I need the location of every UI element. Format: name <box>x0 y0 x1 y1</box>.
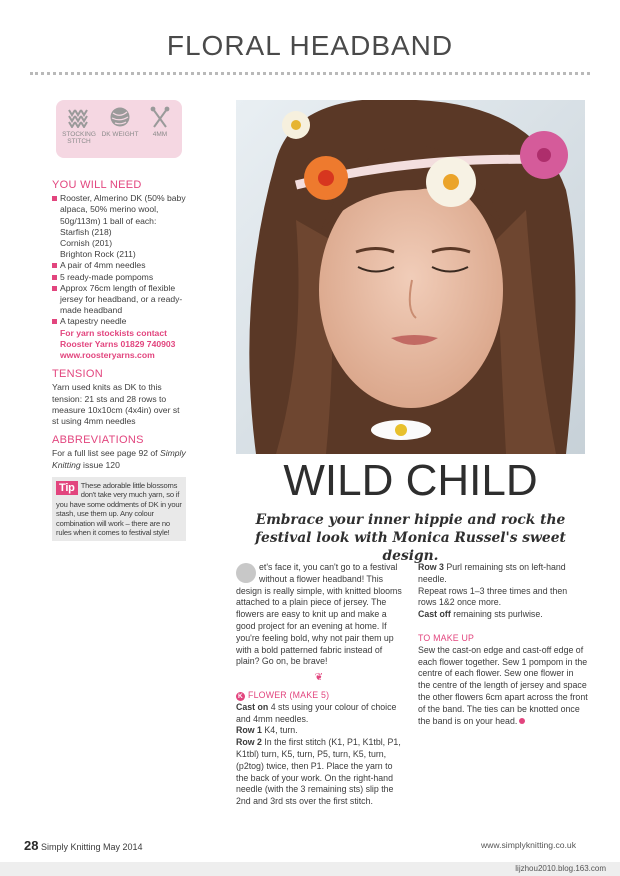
yarn-ball-icon <box>109 106 131 128</box>
abbrev-text: For a full list see page 92 of <box>52 448 160 459</box>
designer-name: Monica Russel's <box>392 530 518 546</box>
intro-paragraph <box>236 562 402 668</box>
footer-website: www.simplyknitting.co.uk <box>480 840 576 850</box>
instruction-text: remaining sts purlwise. <box>450 609 543 620</box>
knit-badge-icon: K <box>236 692 245 701</box>
instruction-text: In the first stitch (K1, P1, K1tbl, P1, K1tbl) turn, K5, turn, P5, turn, K5, turn, (p2tog) twice, then P1. Place the yarn to the back of your work. On the right-hand needle (with the 3 remaining sts) slip the 2nd and 3rd sts over the first stitch. <box>236 737 401 807</box>
spec-label: 4MM <box>152 131 168 138</box>
need-item: A pair of 4mm needles <box>52 260 186 271</box>
instruction-text: K4, turn. <box>261 725 298 736</box>
standfirst-text-end: sweet design. <box>382 530 566 564</box>
magazine-issue: Simply Knitting May 2014 <box>40 842 143 852</box>
need-item: 5 ready-made pompoms <box>52 272 186 283</box>
colour-item: Cornish (201) <box>60 238 113 249</box>
standfirst <box>236 511 585 565</box>
headline: WILD CHILD <box>283 456 538 505</box>
row1-instruction <box>236 725 402 737</box>
spec-label: DK WEIGHT <box>101 131 139 138</box>
sidebar <box>52 180 186 541</box>
cast-on-instruction <box>236 702 402 726</box>
needles-icon <box>149 106 171 128</box>
body-column-left <box>236 562 402 808</box>
instruction-label: Row 3 <box>418 562 444 572</box>
row3-instruction <box>418 562 588 586</box>
tip-text: These adorable little blossoms don't take very much yarn, so if you have some oddments of DK in your stash, use them up. Any colour combination will work – there are no rules when it comes to festival style! <box>56 480 182 537</box>
flower-heading <box>236 690 402 702</box>
cast-off-instruction <box>418 609 588 621</box>
colour-item: Starfish (218) <box>60 226 112 237</box>
page-number: 28 <box>24 838 39 853</box>
make-up-body: Sew the cast-on edge and cast-off edge of each flower together. Sew 1 pompom in the centre of each flower. Sew one flower in the centre of the length of jersey and space the other flowers 6cm apart across the front of the band. The ties can be knotted once the band is on your head. <box>418 644 588 726</box>
spec-label: STOCKING STITCH <box>62 131 96 145</box>
tip-label: Tip <box>56 481 78 495</box>
flower-heading-text: FLOWER (MAKE 5) <box>248 689 330 700</box>
repeat-instruction: Repeat rows 1–3 three times and then rows 1&2 once more. <box>418 585 568 608</box>
standfirst-text: Embrace your inner hippie and rock the festival look with <box>255 512 566 546</box>
stockists-info: For yarn stockists contact Rooster Yarns 01829 740903 www.roosteryarns.com <box>60 327 176 361</box>
body-column-right <box>418 562 588 727</box>
footer-folio <box>24 838 143 853</box>
stocking-stitch-icon <box>66 106 92 128</box>
page-title: FLORAL HEADBAND <box>166 30 454 61</box>
make-up-text <box>418 645 588 728</box>
instruction-text: Purl remaining sts on left-hand needle. <box>418 562 566 584</box>
specs-badge <box>56 100 182 158</box>
instruction-label: Row 2 <box>236 737 262 748</box>
instruction-label: Cast off <box>418 609 451 620</box>
need-item: A tapestry needle <box>52 316 186 327</box>
spec-needle-size <box>140 106 180 138</box>
instruction-label: Cast on <box>236 701 269 712</box>
yarn-line: Rooster, Almerino DK (50% baby alpaca, 50% merino wool, 50g/113m) 1 ball of each: <box>52 193 186 227</box>
tip-box <box>52 477 186 541</box>
drop-cap <box>236 563 256 583</box>
abbreviations-heading: ABBREVIATIONS <box>52 434 144 447</box>
abbrev-magazine: Simply Knitting <box>52 448 186 470</box>
ornament-icon: ❦ <box>314 672 324 684</box>
spec-stocking-stitch <box>59 106 99 145</box>
row2-instruction <box>236 737 402 808</box>
dotted-divider <box>30 72 590 75</box>
you-need-heading: YOU WILL NEED <box>52 179 142 191</box>
tension-heading: TENSION <box>52 368 103 381</box>
colour-item: Brighton Rock (211) <box>60 249 136 260</box>
instruction-label: Row 1 <box>236 725 262 736</box>
model-photo <box>236 100 585 454</box>
make-up-heading: TO MAKE UP <box>418 632 475 643</box>
intro-text: et's face it, you can't go to a festival without a flower headband! This design is really simple, with knitted blooms attached to a plain piece of jersey. The flowers are easy to knit up and make a good project for an evening at home. If you're feeling bold, why not pair them up with a bold patterned fabric instead of plain? Go on, be brave! <box>236 562 402 667</box>
abbreviations-text <box>52 448 186 470</box>
abbrev-issue: issue 120 <box>80 459 120 470</box>
spec-dk-weight <box>100 106 140 138</box>
instruction-text: 4 sts using your colour of choice and 4mm needles. <box>236 701 397 724</box>
need-item: Approx 76cm length of flexible jersey for headband, or a ready-made headband <box>52 283 186 317</box>
tension-text: Yarn used knits as DK to this tension: 21 sts and 28 rows to measure 10x10cm (4x4in) over st st using 4mm needles <box>52 382 180 427</box>
end-mark-icon <box>519 718 525 724</box>
watermark: lijzhou2010.blog.163.com <box>515 864 606 873</box>
